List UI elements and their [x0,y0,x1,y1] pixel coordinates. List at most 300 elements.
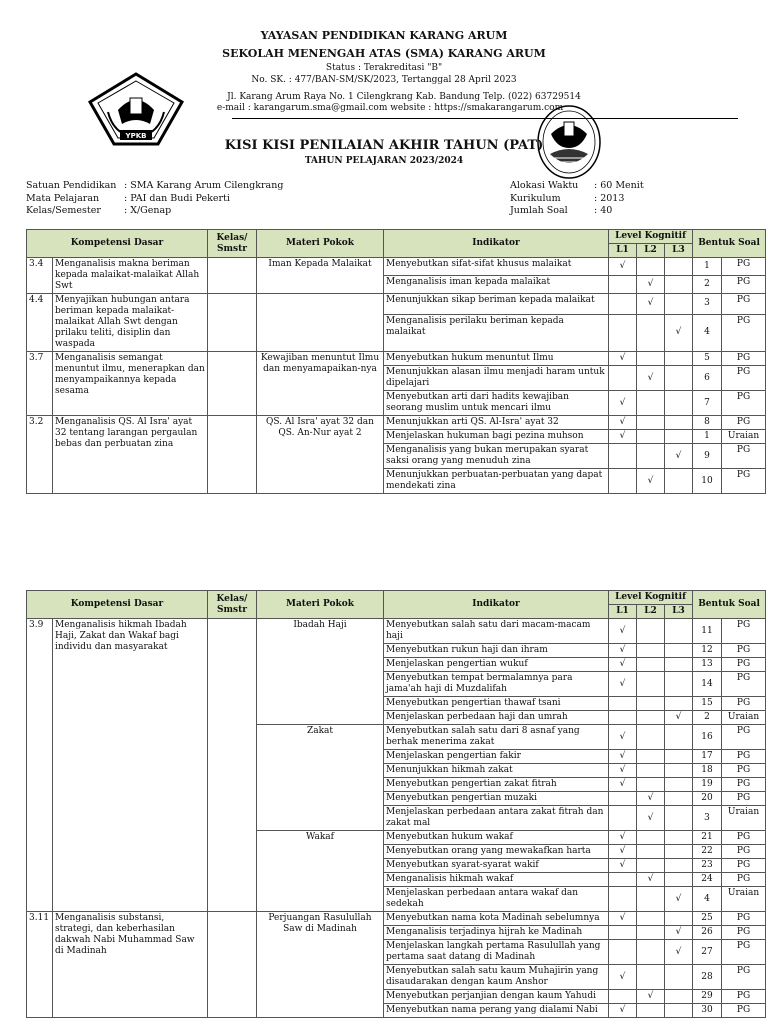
indikator-cell: Menyebutkan hukum wakaf [384,831,609,845]
check-mark: √ [675,712,682,722]
indikator-cell: Menganalisis yang bukan merupakan syarat saksi orang yang menuduh zina [384,444,609,469]
indikator-cell: Menganalisis hikmah wakaf [384,873,609,887]
materi-cell: QS. Al Isra' ayat 32 dan QS. An-Nur ayat 2 [257,416,384,494]
bentuk-soal: PG [722,366,766,391]
level-l3-cell [665,873,693,887]
level-l1-cell [609,965,637,990]
table-row [27,416,766,430]
col-kompetensi-dasar: Kompetensi Dasar [27,591,208,619]
kelas-cell [208,258,257,294]
col-l2: L2 [637,244,665,258]
kd-number: 3.9 [27,619,53,912]
level-l2-cell [637,294,665,315]
info-value: : SMA Karang Arum Cilengkrang [124,180,284,191]
soal-number: 30 [693,1004,722,1018]
soal-number: 12 [693,644,722,658]
indikator-cell: Menjelaskan pengertian fakir [384,750,609,764]
level-l1-cell [609,294,637,315]
table-row [27,912,766,926]
check-mark: √ [619,417,626,427]
level-l2-cell [637,750,665,764]
academic-year: TAHUN PELAJARAN 2023/2024 [304,156,464,166]
bentuk-soal: PG [722,845,766,859]
info-value: : 40 [594,205,613,216]
soal-number: 26 [693,926,722,940]
level-l1-cell [609,926,637,940]
level-l3-cell [665,940,693,965]
check-mark: √ [619,731,626,742]
soal-number: 2 [693,711,722,725]
col-l2: L2 [637,605,665,619]
materi-cell: Wakaf [257,831,384,912]
kd-text: Menganalisis substansi, strategi, dan keberhasilan dakwah Nabi Muhammad Saw di Madinah [53,912,208,1018]
kd-text: Menganalisis makna beriman kepada malaikat-malaikat Allah Swt [53,258,208,294]
kelas-cell [208,416,257,494]
info-row [26,180,283,193]
check-mark: √ [619,832,626,842]
level-l3-cell [665,469,693,494]
bentuk-soal: PG [722,658,766,672]
level-l3-cell [665,430,693,444]
check-mark: √ [619,860,626,870]
indikator-cell: Menyebutkan pengertian thawaf tsani [384,697,609,711]
indikator-cell: Menganalisis terjadinya hijrah ke Madinah [384,926,609,940]
kd-number: 3.2 [27,416,53,494]
bentuk-soal: PG [722,965,766,990]
soal-number: 3 [693,294,722,315]
indikator-cell: Menjelaskan hukuman bagi pezina muhson [384,430,609,444]
check-mark: √ [619,659,626,669]
level-l3-cell [665,391,693,416]
indikator-cell: Menunjukkan arti QS. Al-Isra' ayat 32 [384,416,609,430]
level-l2-cell [637,352,665,366]
soal-number: 14 [693,672,722,697]
bentuk-soal: Uraian [722,806,766,831]
indikator-cell: Menjelaskan pengertian wukuf [384,658,609,672]
soal-number: 1 [693,258,722,276]
check-mark: √ [619,625,626,636]
check-mark: √ [619,846,626,856]
level-l3-cell [665,792,693,806]
indikator-cell: Menjelaskan perbedaan haji dan umrah [384,711,609,725]
kelas-cell [208,294,257,352]
level-l3-cell [665,294,693,315]
bentuk-soal: PG [722,258,766,276]
bentuk-soal: PG [722,444,766,469]
indikator-cell: Menganalisis perilaku beriman kepada malaikat [384,314,609,351]
level-l1-cell [609,1004,637,1018]
level-l3-cell [665,778,693,792]
kd-text: Menganalisis hikmah Ibadah Haji, Zakat dan Wakaf bagi individu dan masyarakat [53,619,208,912]
bentuk-soal: PG [722,619,766,644]
level-l2-cell [637,912,665,926]
check-mark: √ [647,279,654,289]
level-l2-cell [637,859,665,873]
level-l1-cell [609,619,637,644]
bentuk-soal: PG [722,1004,766,1018]
level-l3-cell [665,619,693,644]
level-l2-cell [637,965,665,990]
level-l2-cell [637,276,665,294]
bentuk-soal: PG [722,469,766,494]
level-l3-cell [665,965,693,990]
level-l3-cell [665,831,693,845]
bentuk-soal: PG [722,391,766,416]
bentuk-soal: PG [722,764,766,778]
info-row [510,180,644,193]
level-l1-cell [609,806,637,831]
level-l3-cell [665,806,693,831]
level-l3-cell [665,725,693,750]
bentuk-soal: PG [722,859,766,873]
bentuk-soal: PG [722,940,766,965]
bentuk-soal: PG [722,416,766,430]
check-mark: √ [647,298,654,309]
level-l3-cell [665,672,693,697]
check-mark: √ [647,874,654,884]
level-l2-cell [637,658,665,672]
indikator-cell: Menyebutkan rukun haji dan ihram [384,644,609,658]
level-l2-cell [637,990,665,1004]
col-level-kognitif: Level Kognitif [609,230,693,244]
table-row [27,258,766,276]
check-mark: √ [675,893,682,904]
col-indikator: Indikator [384,230,609,258]
bentuk-soal: PG [722,831,766,845]
level-l1-cell [609,859,637,873]
level-l2-cell [637,806,665,831]
check-mark: √ [675,450,682,461]
check-mark: √ [619,353,626,363]
indikator-cell: Menyebutkan salah satu dari macam-macam haji [384,619,609,644]
info-right [510,180,644,218]
level-l2-cell [637,926,665,940]
level-l2-cell [637,887,665,912]
col-bentuk-soal: Bentuk Soal [693,230,766,258]
check-mark: √ [675,927,682,937]
soal-number: 29 [693,990,722,1004]
school-address: Jl. Karang Arum Raya No. 1 Cilengkrang Kab. Bandung Telp. (022) 63729514 [227,92,581,102]
level-l3-cell [665,926,693,940]
level-l1-cell [609,778,637,792]
check-mark: √ [619,971,626,982]
bentuk-soal: PG [722,926,766,940]
level-l1-cell [609,430,637,444]
indikator-cell: Menyebutkan hukum menuntut Ilmu [384,352,609,366]
indikator-cell: Menyebutkan arti dari hadits kewajiban seorang muslim untuk mencari ilmu [384,391,609,416]
level-l1-cell [609,672,637,697]
indikator-cell: Menyebutkan nama kota Madinah sebelumnya [384,912,609,926]
kelas-cell [208,352,257,416]
indikator-cell: Menjelaskan perbedaan antara zakat fitrah dan zakat mal [384,806,609,831]
soal-number: 4 [693,314,722,351]
soal-number: 28 [693,965,722,990]
check-mark: √ [647,991,654,1001]
check-mark: √ [647,475,654,486]
level-l1-cell [609,314,637,351]
info-label: Satuan Pendidikan [26,180,117,191]
level-l3-cell [665,1004,693,1018]
document-title: KISI KISI PENILAIAN AKHIR TAHUN (PAT) [224,138,544,153]
level-l2-cell [637,1004,665,1018]
level-l3-cell [665,644,693,658]
indikator-cell: Menyebutkan orang yang mewakafkan harta [384,845,609,859]
level-l1-cell [609,658,637,672]
bentuk-soal: PG [722,314,766,351]
indikator-cell: Menunjukkan hikmah zakat [384,764,609,778]
check-mark: √ [647,812,654,823]
soal-number: 7 [693,391,722,416]
info-row [510,205,644,218]
bentuk-soal: Uraian [722,887,766,912]
kd-text: Menganalisis QS. Al Isra' ayat 32 tentang larangan pergaulan bebas dan perbuatan zina [53,416,208,494]
indikator-cell: Menyebutkan salah satu kaum Muhajirin yang disaudarakan dengan kaum Anshor [384,965,609,990]
soal-number: 2 [693,276,722,294]
kd-number: 4.4 [27,294,53,352]
bentuk-soal: Uraian [722,430,766,444]
info-label: Kurikulum [510,192,561,204]
level-l3-cell [665,711,693,725]
info-label: Alokasi Waktu [510,180,579,191]
indikator-cell: Menyebutkan pengertian muzaki [384,792,609,806]
indikator-cell: Menyebutkan syarat-syarat wakif [384,859,609,873]
bentuk-soal: PG [722,750,766,764]
soal-number: 11 [693,619,722,644]
check-mark: √ [619,431,626,441]
level-l2-cell [637,366,665,391]
bentuk-soal: PG [722,697,766,711]
bentuk-soal: PG [722,778,766,792]
check-mark: √ [647,793,654,803]
level-l1-cell [609,750,637,764]
soal-number: 25 [693,912,722,926]
level-l2-cell [637,469,665,494]
materi-cell: Zakat [257,725,384,831]
indikator-cell: Menjelaskan perbedaan antara wakaf dan sedekah [384,887,609,912]
bentuk-soal: PG [722,276,766,294]
level-l1-cell [609,416,637,430]
level-l3-cell [665,912,693,926]
soal-number: 17 [693,750,722,764]
check-mark: √ [675,946,682,957]
level-l3-cell [665,845,693,859]
soal-number: 6 [693,366,722,391]
level-l2-cell [637,792,665,806]
soal-number: 22 [693,845,722,859]
level-l1-cell [609,644,637,658]
level-l3-cell [665,658,693,672]
info-label: Kelas/Semester [26,205,101,216]
soal-number: 21 [693,831,722,845]
level-l2-cell [637,314,665,351]
kelas-cell [208,912,257,1018]
check-mark: √ [619,645,626,655]
indikator-cell: Menunjukkan sikap beriman kepada malaikat [384,294,609,315]
level-l1-cell [609,711,637,725]
soal-number: 3 [693,806,722,831]
col-materi-pokok: Materi Pokok [257,591,384,619]
col-kelas-smstr: Kelas/ Smstr [208,591,257,619]
kd-text: Menganalisis semangat menuntut ilmu, menerapkan dan menyampaikannya kepada sesama [53,352,208,416]
kd-number: 3.11 [27,912,53,1018]
soal-number: 16 [693,725,722,750]
level-l3-cell [665,859,693,873]
level-l2-cell [637,619,665,644]
level-l3-cell [665,416,693,430]
soal-number: 24 [693,873,722,887]
level-l1-cell [609,912,637,926]
level-l3-cell [665,750,693,764]
soal-number: 4 [693,887,722,912]
check-mark: √ [619,397,626,408]
info-row [26,193,283,206]
level-l2-cell [637,391,665,416]
check-mark: √ [619,913,626,923]
level-l3-cell [665,314,693,351]
level-l1-cell [609,831,637,845]
level-l1-cell [609,887,637,912]
level-l2-cell [637,845,665,859]
soal-number: 9 [693,444,722,469]
indikator-cell: Menjelaskan langkah pertama Rasulullah yang pertama saat datang di Madinah [384,940,609,965]
soal-number: 8 [693,416,722,430]
level-l2-cell [637,764,665,778]
level-l3-cell [665,258,693,276]
level-l2-cell [637,430,665,444]
level-l3-cell [665,366,693,391]
kelas-cell [208,619,257,912]
school-contact: e-mail : karangarum.sma@gmail.com website : https://smakarangarum.com [216,103,564,113]
materi-cell [257,294,384,352]
bentuk-soal: PG [722,873,766,887]
level-l2-cell [637,940,665,965]
level-l2-cell [637,711,665,725]
info-row [26,205,283,218]
soal-number: 13 [693,658,722,672]
info-label: Jumlah Soal [510,205,568,216]
col-indikator: Indikator [384,591,609,619]
check-mark: √ [619,751,626,761]
materi-cell: Ibadah Haji [257,619,384,725]
table-row [27,352,766,366]
level-l2-cell [637,697,665,711]
info-left [26,180,283,218]
table-row [27,294,766,315]
bentuk-soal: PG [722,792,766,806]
soal-number: 19 [693,778,722,792]
soal-number: 15 [693,697,722,711]
level-l3-cell [665,444,693,469]
col-l3: L3 [665,605,693,619]
kd-text: Menyajikan hubungan antara beriman kepada malaikat-malaikat Allah Swt dengan prilaku teliti, disiplin dan waspada [53,294,208,352]
level-l2-cell [637,416,665,430]
level-l1-cell [609,940,637,965]
check-mark: √ [619,261,626,271]
level-l3-cell [665,764,693,778]
level-l2-cell [637,644,665,658]
level-l1-cell [609,469,637,494]
level-l1-cell [609,792,637,806]
school-name: SEKOLAH MENENGAH ATAS (SMA) KARANG ARUM [222,47,546,60]
indikator-cell: Menyebutkan pengertian zakat fitrah [384,778,609,792]
bentuk-soal: PG [722,672,766,697]
info-row [510,193,644,206]
indikator-cell: Menunjukkan perbuatan-perbuatan yang dapat mendekati zina [384,469,609,494]
check-mark: √ [647,372,654,383]
table-row [27,619,766,644]
level-l2-cell [637,444,665,469]
col-l3: L3 [665,244,693,258]
kisi-table-2 [26,590,766,1018]
materi-cell: Kewajiban menuntut Ilmu dan menyamapaikan-nya [257,352,384,416]
col-kompetensi-dasar: Kompetensi Dasar [27,230,208,258]
col-l1: L1 [609,605,637,619]
col-l1: L1 [609,244,637,258]
accreditation-status: Status : Terakreditasi "B" [325,63,443,73]
level-l2-cell [637,831,665,845]
bentuk-soal: PG [722,990,766,1004]
bentuk-soal: Uraian [722,711,766,725]
level-l2-cell [637,725,665,750]
level-l1-cell [609,352,637,366]
level-l1-cell [609,845,637,859]
bentuk-soal: PG [722,725,766,750]
indikator-cell: Menyebutkan tempat bermalamnya para jama'ah haji di Muzdalifah [384,672,609,697]
info-label: Mata Pelajaran [26,192,100,204]
col-bentuk-soal: Bentuk Soal [693,591,766,619]
level-l1-cell [609,725,637,750]
indikator-cell: Menyebutkan sifat-sifat khusus malaikat [384,258,609,276]
materi-cell: Perjuangan Rasulullah Saw di Madinah [257,912,384,1018]
soal-number: 20 [693,792,722,806]
col-level-kognitif: Level Kognitif [609,591,693,605]
bentuk-soal: PG [722,294,766,315]
check-mark: √ [675,327,682,338]
check-mark: √ [619,678,626,689]
level-l1-cell [609,764,637,778]
level-l2-cell [637,873,665,887]
foundation-name: YAYASAN PENDIDIKAN KARANG ARUM [260,29,508,42]
check-mark: √ [619,779,626,789]
level-l2-cell [637,778,665,792]
level-l1-cell [609,276,637,294]
bentuk-soal: PG [722,912,766,926]
level-l3-cell [665,697,693,711]
col-kelas-smstr: Kelas/ Smstr [208,230,257,258]
level-l1-cell [609,873,637,887]
kd-number: 3.7 [27,352,53,416]
level-l3-cell [665,990,693,1004]
indikator-cell: Menyebutkan nama perang yang dialami Nabi [384,1004,609,1018]
level-l1-cell [609,990,637,1004]
col-materi-pokok: Materi Pokok [257,230,384,258]
level-l1-cell [609,444,637,469]
soal-number: 23 [693,859,722,873]
bentuk-soal: PG [722,644,766,658]
indikator-cell: Menganalisis iman kepada malaikat [384,276,609,294]
soal-number: 1 [693,430,722,444]
indikator-cell: Menyebutkan salah satu dari 8 asnaf yang berhak menerima zakat [384,725,609,750]
level-l1-cell [609,366,637,391]
check-mark: √ [619,1005,626,1015]
level-l1-cell [609,391,637,416]
level-l3-cell [665,887,693,912]
sk-number: No. SK. : 477/BAN-SM/SK/2023, Tertanggal 28 April 2023 [251,75,517,85]
logo-text: YPKB [125,132,147,140]
soal-number: 18 [693,764,722,778]
info-value: : X/Genap [124,205,172,216]
indikator-cell: Menunjukkan alasan ilmu menjadi haram untuk dipelajari [384,366,609,391]
